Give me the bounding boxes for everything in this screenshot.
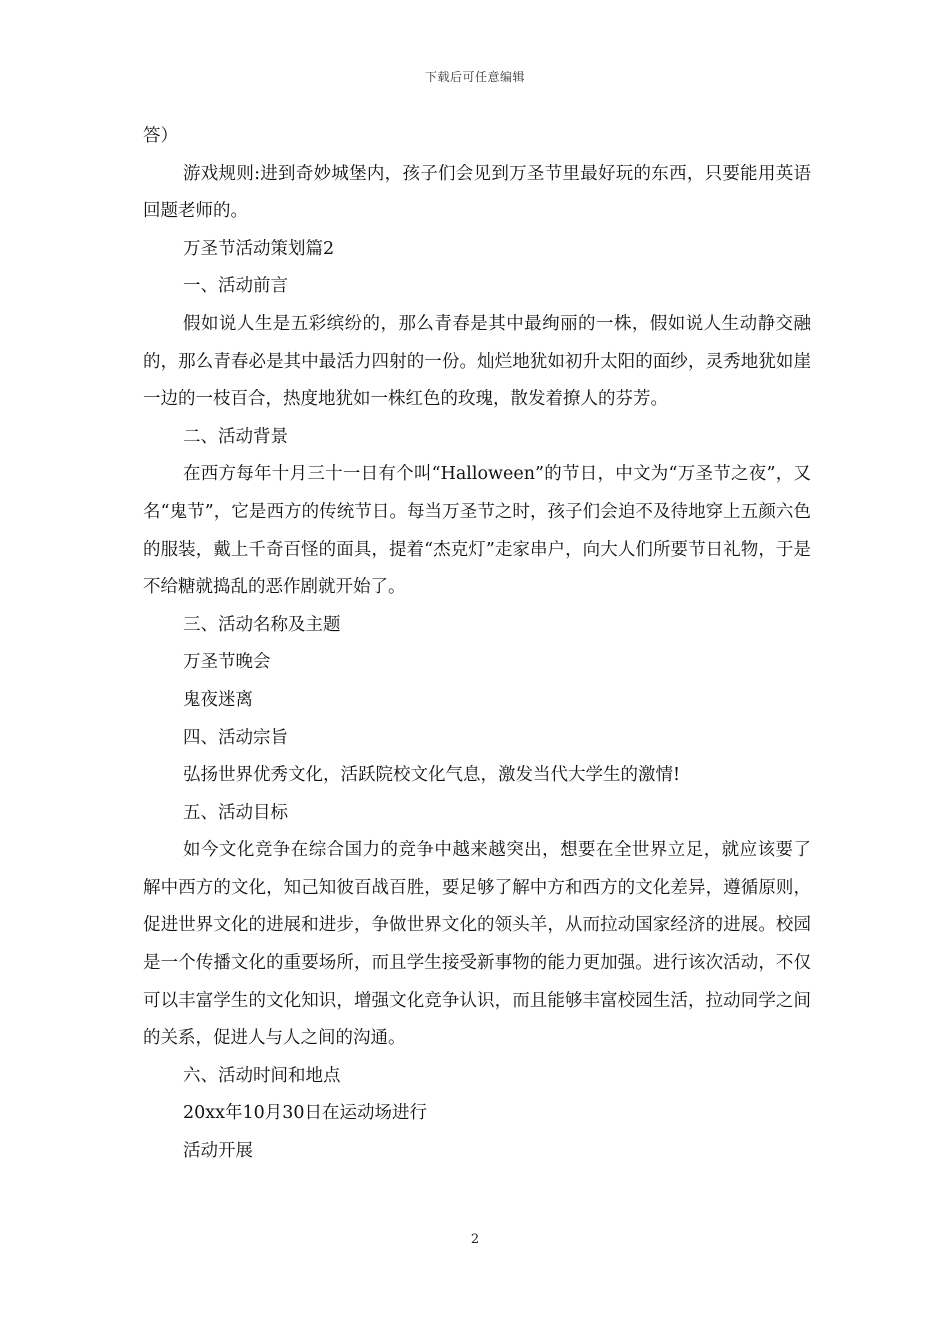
event-date: 20xx年10月30日在运动场进行 — [183, 1103, 428, 1124]
paragraph-preface: 假如说人生是五彩缤纷的，那么青春是其中最绚丽的一株，假如说人生动静交融的，那么青春必是其中最活力四射的一份。灿烂地犹如初升太阳的面纱，灵秀地犹如崖一边的一枝百合，热度地犹如一株红色的玫瑰，散发着撩人的芬芳。 — [143, 313, 811, 410]
heading-background: 二、活动背景 — [183, 426, 288, 447]
heading-activity: 活动开展 — [183, 1141, 253, 1162]
paragraph-continuation: 答） — [143, 126, 178, 146]
event-name: 万圣节晚会 — [183, 652, 271, 673]
paragraph-game-rules: 游戏规则:进到奇妙城堡内，孩子们会见到万圣节里最好玩的东西，只要能用英语回题老师的。 — [143, 163, 811, 222]
paragraph-background: 在西方每年十月三十一日有个叫“Halloween”的节日，中文为“万圣节之夜”，又名“鬼节”，它是西方的传统节日。每当万圣节之时，孩子们会迫不及待地穿上五颜六色的服装，戴上千奇百怪的面具，提着“杰克灯”走家串户，向大人们所要节日礼物，于是不给糖就捣乱的恶作剧就开始了。 — [143, 464, 811, 598]
paragraph-goals: 如今文化竞争在综合国力的竞争中越来越突出，想要在全世界立足，就应该要了解中西方的文化，知己知彼百战百胜，要足够了解中方和西方的文化差异，遵循原则，促进世界文化的进展和进步，争做世界文化的领头羊，从而拉动国家经济的进展。校园是一个传播文化的重要场所，而且学生接受新事物的能力更加强。进行该次活动，不仅可以丰富学生的文化知识，增强文化竞争认识，而且能够丰富校园生活，拉动同学之间的关系，促进人与人之间的沟通。 — [143, 840, 811, 1049]
event-theme: 鬼夜迷离 — [183, 689, 253, 710]
section-title: 万圣节活动策划篇2 — [183, 238, 335, 259]
paragraph-purpose: 弘扬世界优秀文化，活跃院校文化气息，激发当代大学生的激情! — [183, 765, 681, 786]
heading-name-theme: 三、活动名称及主题 — [183, 614, 341, 635]
document-body — [143, 118, 811, 1171]
heading-purpose: 四、活动宗旨 — [183, 727, 288, 748]
heading-time-place: 六、活动时间和地点 — [183, 1065, 341, 1086]
heading-goals: 五、活动目标 — [183, 802, 288, 823]
page-header: 下载后可任意编辑 — [424, 70, 525, 84]
heading-preface: 一、活动前言 — [183, 276, 288, 297]
page-number: 2 — [470, 1232, 480, 1247]
